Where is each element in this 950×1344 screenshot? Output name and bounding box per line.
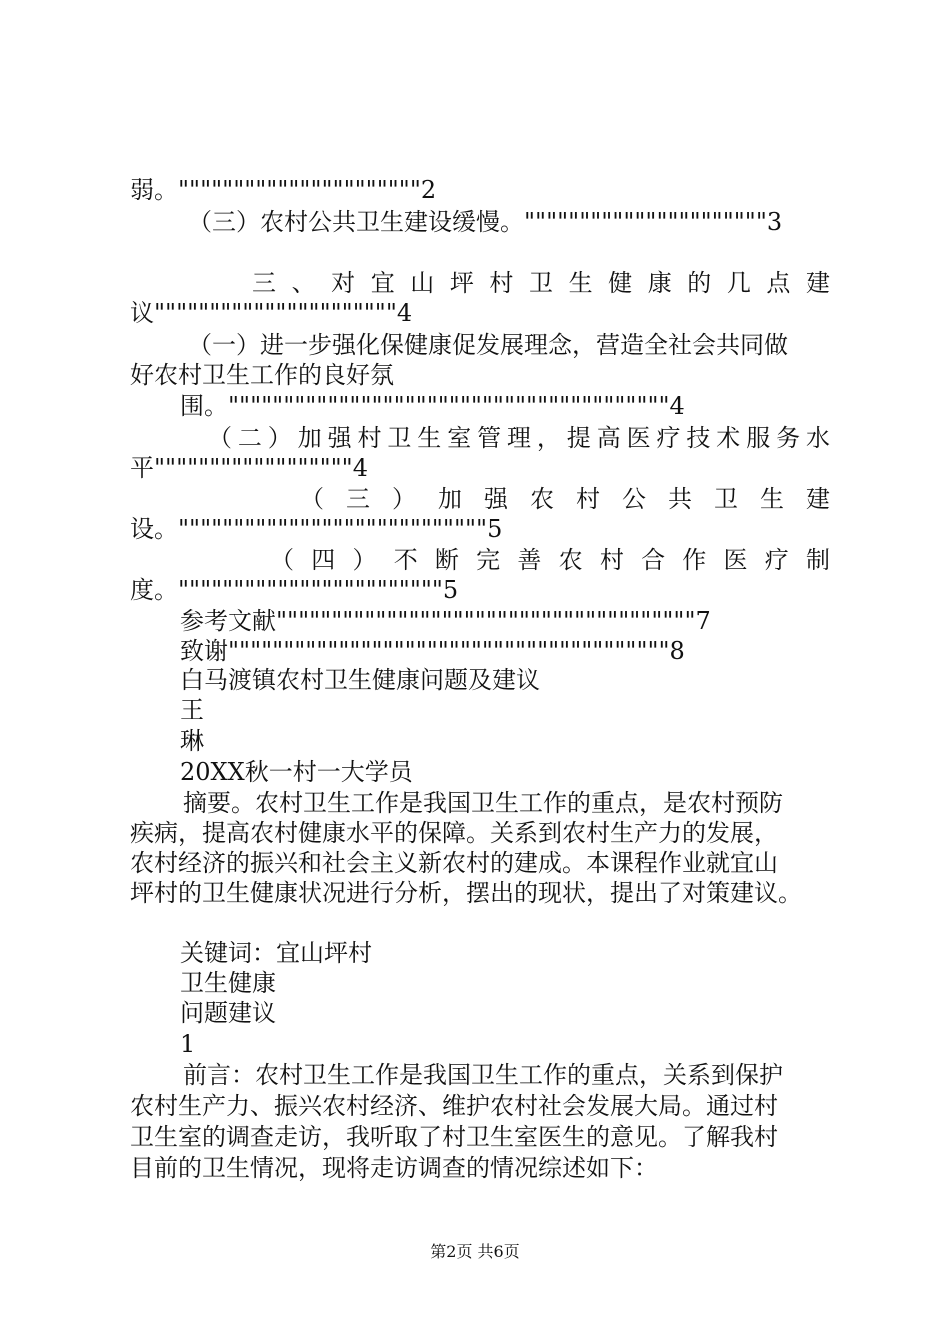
author-name-2: 琳 [180, 727, 204, 755]
toc-item-4-page: 度。""""""""""""""""""""""""5 [130, 576, 459, 604]
toc-section-3-heading: 三、对宜山坪村卫生健康的几点建 [252, 269, 830, 297]
toc-item-2-heading: （二）加强村卫生室管理，提高医疗技术服务水 [208, 424, 830, 452]
abstract-line: 疾病，提高农村健康水平的保障。关系到农村生产力的发展， [130, 819, 778, 847]
abstract-line: 摘要。农村卫生工作是我国卫生工作的重点，是农村预防 [183, 789, 783, 817]
keyword: 卫生健康 [180, 969, 276, 997]
toc-item-public-health-slow: （三）农村公共卫生建设缓慢。""""""""""""""""""""""3 [188, 208, 783, 236]
author-name-1: 王 [180, 696, 204, 724]
abstract-line: 坪村的卫生健康状况进行分析，摆出的现状，提出了对策建议。 [130, 879, 802, 907]
abstract-line: 农村经济的振兴和社会主义新农村的建成。本课程作业就宜山 [130, 849, 778, 877]
toc-item-3-heading: （三）加强农村公共卫生建 [300, 485, 830, 513]
keyword: 问题建议 [180, 999, 276, 1027]
toc-item-1-page: 围。""""""""""""""""""""""""""""""""""""""""4 [180, 392, 685, 420]
toc-item-4-heading: （四）不断完善农村合作医疗制 [270, 546, 830, 574]
preface-line: 农村生产力、振兴农村经济、维护农村社会发展大局。通过村 [130, 1092, 778, 1120]
page-marker: 1 [180, 1030, 196, 1058]
toc-item-2-page: 平""""""""""""""""""4 [130, 454, 368, 482]
toc-line-weak: 弱。""""""""""""""""""""""2 [130, 176, 437, 204]
toc-item-1-line-2: 好农村卫生工作的良好氛 [130, 361, 394, 389]
preface-line: 卫生室的调查走访，我听取了村卫生室医生的意见。了解我村 [130, 1123, 778, 1151]
toc-section-3-page: 议""""""""""""""""""""""4 [130, 299, 413, 327]
toc-item-3-page: 设。""""""""""""""""""""""""""""5 [130, 515, 503, 543]
preface-line: 前言：农村卫生工作是我国卫生工作的重点，关系到保护 [183, 1061, 783, 1089]
keywords-label: 关键词：宜山坪村 [180, 939, 372, 967]
toc-item-1-line-1: （一）进一步强化保健康促发展理念，营造全社会共同做 [188, 331, 788, 359]
toc-references: 参考文献""""""""""""""""""""""""""""""""""""""7 [180, 607, 711, 635]
toc-acknowledgements: 致谢""""""""""""""""""""""""""""""""""""""""8 [180, 637, 685, 665]
preface-line: 目前的卫生情况，现将走访调查的情况综述如下： [130, 1154, 658, 1182]
author-affiliation: 20XX秋一村一大学员 [180, 758, 413, 786]
page-footer: 第2页 共6页 [430, 1242, 520, 1261]
paper-title: 白马渡镇农村卫生健康问题及建议 [180, 666, 540, 694]
